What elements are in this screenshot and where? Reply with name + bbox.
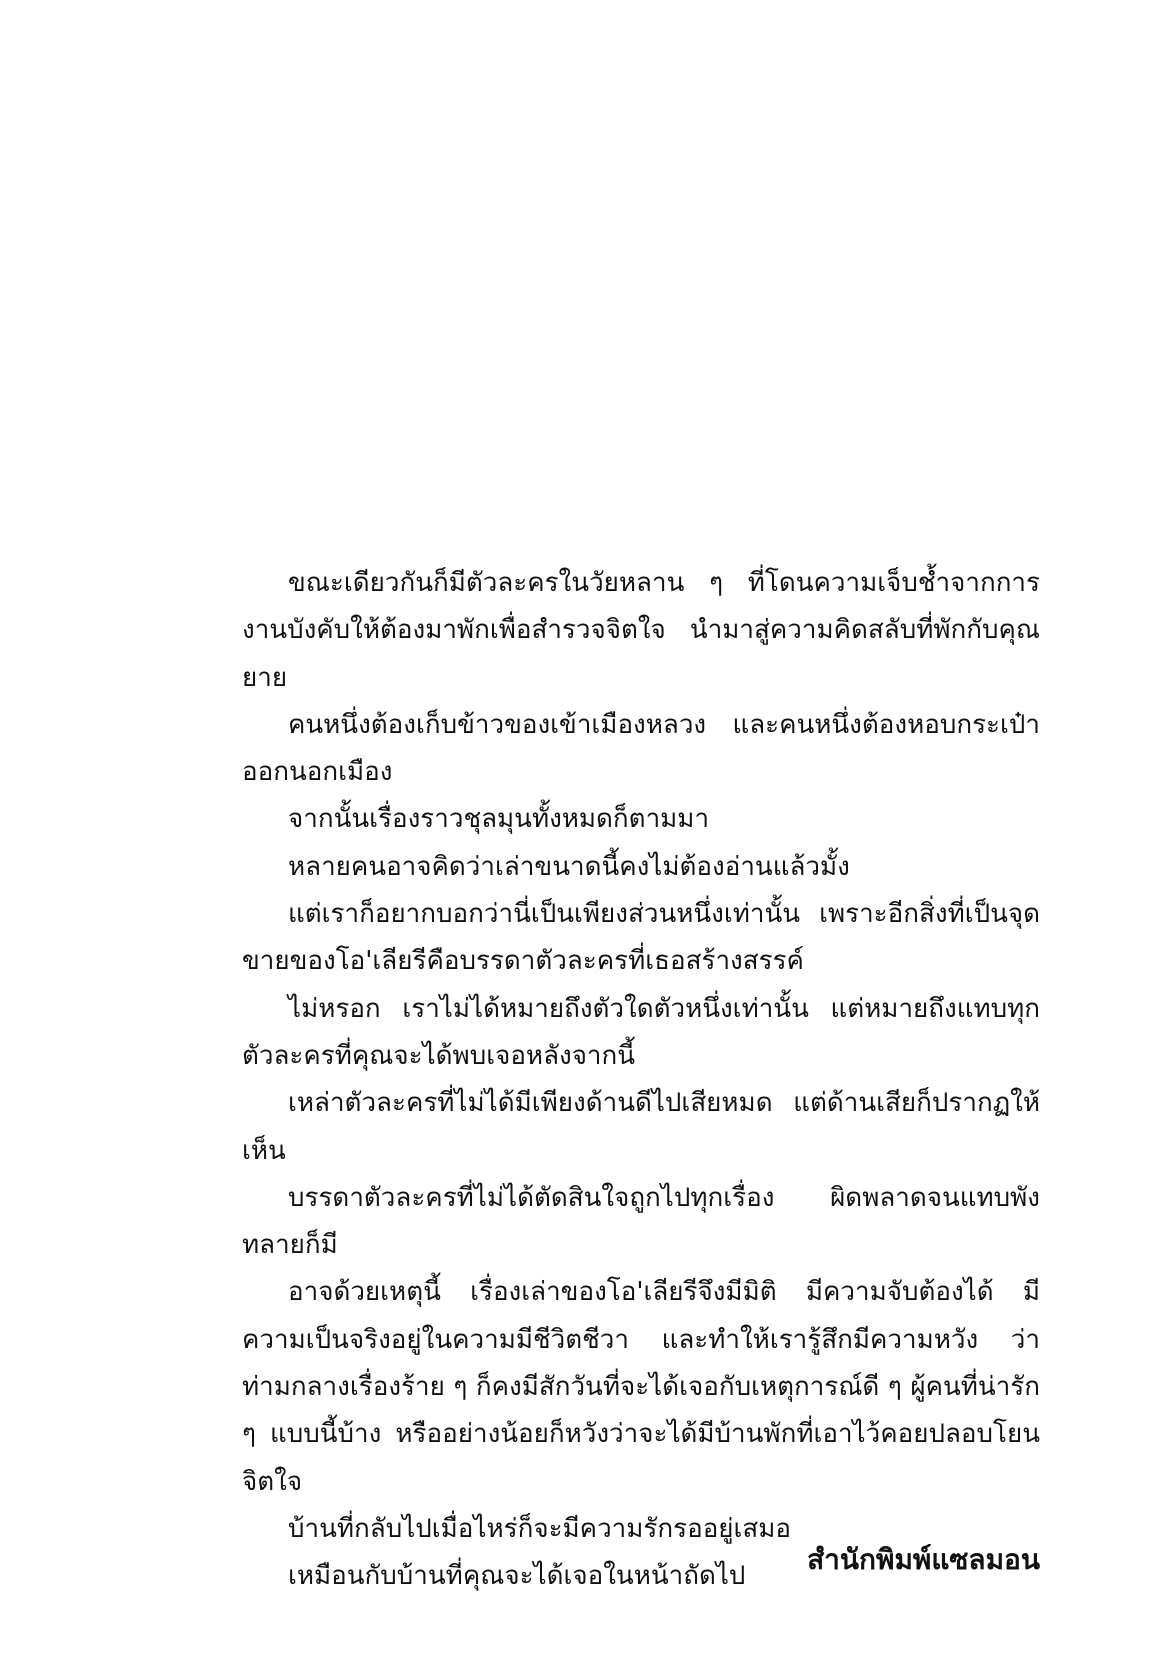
paragraph-1: ขณะเดียวกันก็มีตัวละครในวัยหลาน ๆ ที่โดนความเจ็บช้ำจากการงานบังคับให้ต้องมาพักเพื่อสำรวจจิตใจ นำมาสู่ความคิดสลับที่พักกับคุณยาย [242,568,1040,693]
paragraph-5: แต่เราก็อยากบอกว่านี่เป็นเพียงส่วนหนึ่งเท่านั้น เพราะอีกสิ่งที่เป็นจุดขายของโอ'เลียรีคือบรรดาตัวละครที่เธอสร้างสรรค์ [242,899,1040,977]
paragraph-10: บ้านที่กลับไปเมื่อไหร่ก็จะมีความรักรออยู่เสมอ [288,1513,792,1544]
paragraph-11: เหมือนกับบ้านที่คุณจะได้เจอในหน้าถัดไป [288,1561,746,1592]
paragraph-2: คนหนึ่งต้องเก็บข้าวของเข้าเมืองหลวง และคนหนึ่งต้องหอบกระเป๋าออกนอกเมือง [242,709,1040,788]
publisher-signature: สำนักพิมพ์แซลมอน [807,1543,1040,1576]
paragraph-7: เหล่าตัวละครที่ไม่ได้มีเพียงด้านดีไปเสียหมด แต่ด้านเสียก็ปรากฏให้เห็น [242,1088,1040,1166]
paragraph-4: หลายคนอาจคิดว่าเล่าขนาดนี้คงไม่ต้องอ่านแล้วมั้ง [288,851,850,882]
paragraph-9: อาจด้วยเหตุนี้ เรื่องเล่าของโอ'เลียรีจึงมีมิติ มีความจับต้องได้ มีความเป็นจริงอยู่ในความมีชีวิตชีวา และทำให้เรารู้สึกมีความหวัง ว่าท่ามกลางเรื่องร้าย ๆ ก็คงมีสักวันที่จะได้เจอกับเหตุการณ์ดี ๆ ผู้คนที่น่ารัก ๆ แบบนี้บ้าง หรืออย่างน้อยก็หวังว่าจะได้มีบ้านพักที่เอาไว้คอยปลอบโยนจิตใจ [242,1277,1040,1497]
body-text [242,560,1040,1601]
paragraph-6: ไม่หรอก เราไม่ได้หมายถึงตัวใดตัวหนึ่งเท่านั้น แต่หมายถึงแทบทุกตัวละครที่คุณจะได้พบเจอหลังจากนี้ [242,993,1040,1071]
paragraph-8: บรรดาตัวละครที่ไม่ได้ตัดสินใจถูกไปทุกเรื่อง ผิดพลาดจนแทบพังทลายก็มี [242,1182,1040,1261]
paragraph-3: จากนั้นเรื่องราวชุลมุนทั้งหมดก็ตามมา [288,804,710,835]
